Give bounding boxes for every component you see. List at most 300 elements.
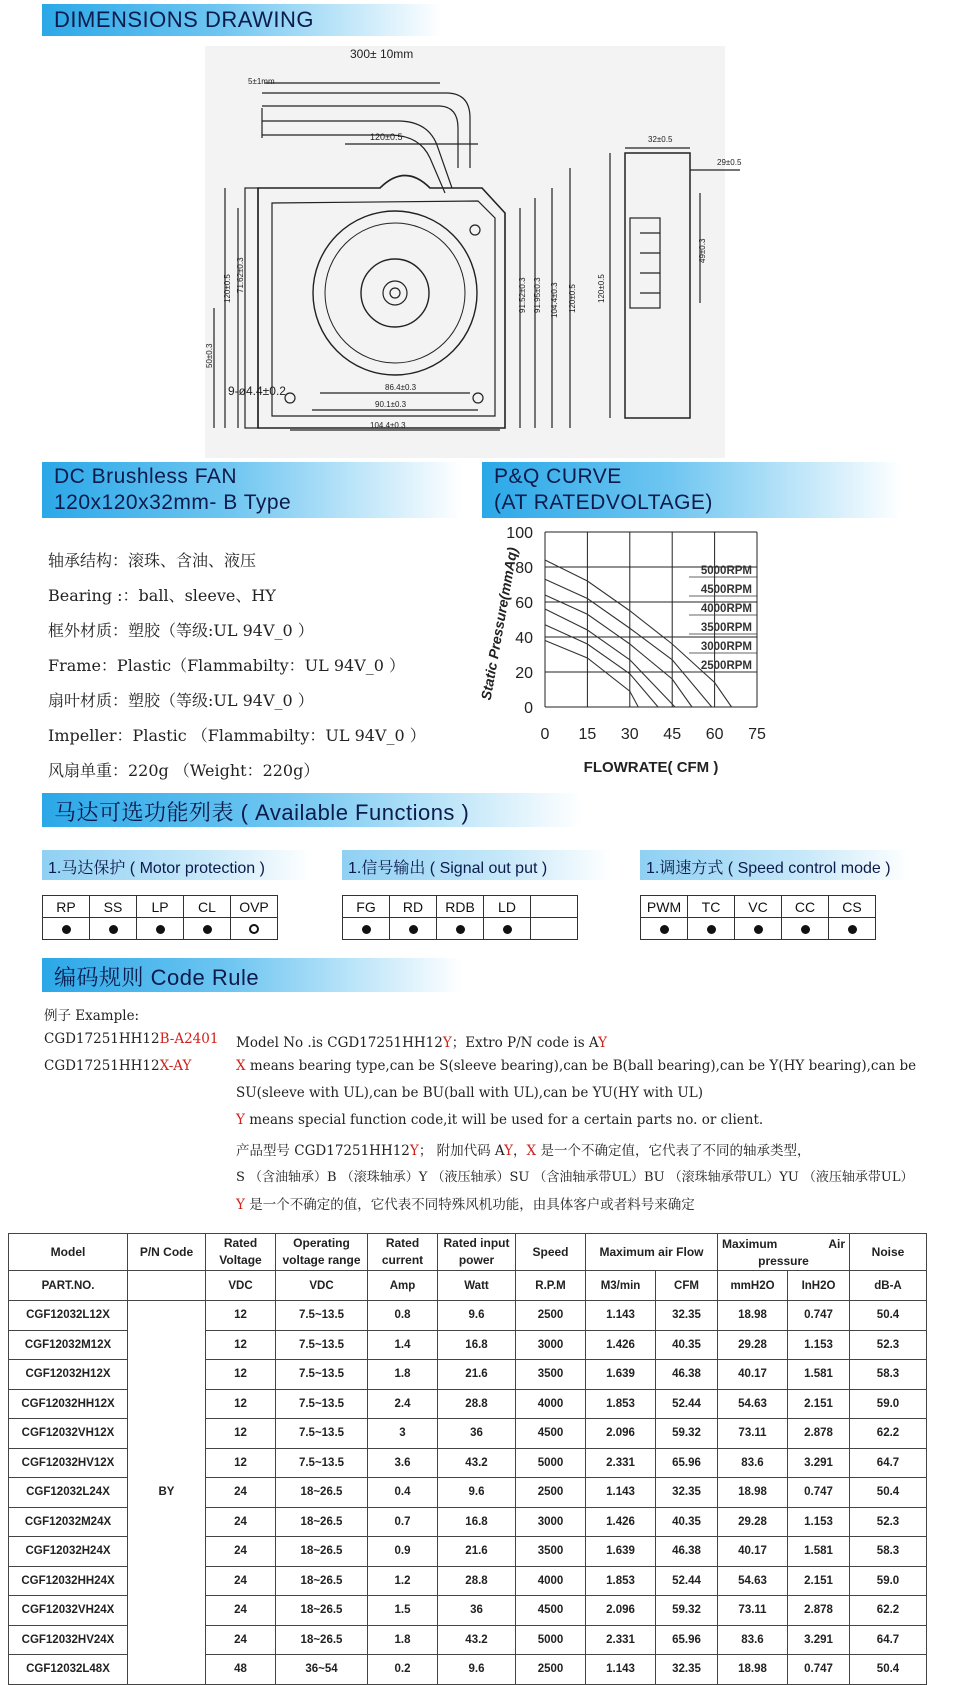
function-col-header: CS	[829, 896, 876, 918]
rule-line-1	[236, 1031, 607, 1051]
th-noise: Noise	[850, 1234, 927, 1271]
function-col-header: RD	[390, 896, 437, 918]
value-cell: 7.5~13.5	[276, 1330, 368, 1360]
th-pressure-c: pressure	[758, 1254, 809, 1268]
example-1-base: CGD17251HH12	[44, 1031, 160, 1047]
pq-line2: (AT RATEDVOLTAGE)	[494, 491, 713, 514]
value-cell: 18.98	[718, 1478, 788, 1508]
value-cell: 83.6	[718, 1625, 788, 1655]
value-cell: 2.151	[788, 1389, 850, 1419]
example-2	[44, 1058, 191, 1074]
value-cell: 54.63	[718, 1566, 788, 1596]
function-mark-cell	[782, 918, 829, 940]
dim-d7: 120±0.5	[568, 284, 577, 313]
function-col-header: VC	[735, 896, 782, 918]
value-cell: 3.291	[788, 1448, 850, 1478]
rule-5a: 产品型号 CGD17251HH12	[236, 1143, 410, 1159]
value-cell: 12	[206, 1330, 276, 1360]
code-rule-header	[42, 958, 462, 992]
rule-1b: Y	[442, 1035, 452, 1051]
value-cell: 7.5~13.5	[276, 1448, 368, 1478]
rule-4b: means special function code,it will be used for a certain parts no. or client.	[244, 1112, 764, 1128]
rule-line-6: S （含油轴承）B （滚珠轴承）Y （液压轴承）SU （含油轴承带UL）BU （滚珠轴承带UL）YU （液压轴承带UL）	[236, 1170, 914, 1185]
value-cell: 18~26.5	[276, 1625, 368, 1655]
value-cell: 7.5~13.5	[276, 1301, 368, 1331]
value-cell: 5000	[516, 1625, 586, 1655]
spec-impeller-cn: 扇叶材质：塑胶（等级:UL 94V_0 ）	[48, 691, 314, 710]
value-cell: 64.7	[850, 1625, 927, 1655]
dim-d3: 50±0.3	[205, 343, 214, 368]
value-cell: 18~26.5	[276, 1507, 368, 1537]
th-model: Model	[9, 1234, 128, 1271]
function-group-title-0	[42, 850, 312, 880]
dim-b1: 86.4±0.3	[385, 383, 417, 392]
rule-1a: Model No .is CGD17251HH12	[236, 1035, 443, 1051]
function-mark-cell	[231, 918, 278, 940]
value-cell: 36	[438, 1596, 516, 1626]
pq-curve-chart	[477, 520, 820, 795]
unit-cell: mmH2O	[718, 1271, 788, 1301]
rule-2a: X	[236, 1058, 246, 1074]
value-cell: 62.2	[850, 1419, 927, 1449]
value-cell: 1.2	[368, 1566, 438, 1596]
model-cell: CGF12032H24X	[9, 1537, 128, 1567]
function-group-title-1	[342, 850, 612, 880]
value-cell: 83.6	[718, 1448, 788, 1478]
function-mark-cell	[641, 918, 688, 940]
value-cell: 2.878	[788, 1419, 850, 1449]
filled-dot-icon	[456, 925, 465, 934]
y-tick-label: 100	[506, 525, 533, 542]
value-cell: 28.8	[438, 1566, 516, 1596]
value-cell: 1.153	[788, 1330, 850, 1360]
functions-header	[42, 793, 582, 827]
value-cell: 24	[206, 1537, 276, 1567]
value-cell: 29.28	[718, 1507, 788, 1537]
dim-d2: 71.62±0.3	[236, 257, 245, 293]
dim-s1: 32±0.5	[648, 135, 673, 144]
spec-bearing-cn: 轴承结构：滚珠、含油、液压	[48, 551, 257, 570]
value-cell: 3.6	[368, 1448, 438, 1478]
value-cell: 36	[438, 1419, 516, 1449]
value-cell: 9.6	[438, 1655, 516, 1685]
function-col-header: PWM	[641, 896, 688, 918]
pq-curve-header	[482, 462, 902, 518]
dimensions-drawing	[0, 38, 960, 458]
value-cell: 4500	[516, 1419, 586, 1449]
rule-1c: ；Extro P/N code is A	[451, 1035, 599, 1051]
function-mark-cell	[484, 918, 531, 940]
value-cell: 4000	[516, 1566, 586, 1596]
value-cell: 46.38	[656, 1537, 718, 1567]
function-mark-cell	[437, 918, 484, 940]
value-cell: 24	[206, 1478, 276, 1508]
function-col-header: RDB	[437, 896, 484, 918]
th-range: Operating voltage range	[276, 1234, 368, 1271]
value-cell: 3500	[516, 1360, 586, 1390]
dimensions-title: DIMENSIONS DRAWING	[54, 7, 314, 32]
function-group-title-2	[640, 850, 910, 880]
value-cell: 12	[206, 1448, 276, 1478]
spec-frame-en: Frame：Plastic（Flammabilty：UL 94V_0 ）	[48, 656, 406, 675]
model-cell: CGF12032HH12X	[9, 1389, 128, 1419]
y-tick-label: 80	[515, 560, 533, 577]
value-cell: 24	[206, 1625, 276, 1655]
series-label: 2500RPM	[700, 660, 752, 672]
dim-holes: 9-ø4.4±0.2	[228, 384, 286, 398]
model-cell: CGF12032L48X	[9, 1655, 128, 1685]
value-cell: 24	[206, 1566, 276, 1596]
value-cell: 12	[206, 1301, 276, 1331]
unit-cell: dB-A	[850, 1271, 927, 1301]
function-mark-cell	[184, 918, 231, 940]
model-cell: CGF12032HV24X	[9, 1625, 128, 1655]
value-cell: 0.7	[368, 1507, 438, 1537]
value-cell: 59.0	[850, 1566, 927, 1596]
x-tick-label: 30	[620, 726, 639, 743]
value-cell: 2.331	[586, 1625, 656, 1655]
dim-d1: 120±0.5	[223, 274, 232, 303]
model-cell: CGF12032HH24X	[9, 1566, 128, 1596]
value-cell: 12	[206, 1360, 276, 1390]
code-rule-title: 编码规则 Code Rule	[54, 965, 260, 990]
model-cell: CGF12032L12X	[9, 1301, 128, 1331]
value-cell: 18.98	[718, 1655, 788, 1685]
model-cell: CGF12032HV12X	[9, 1448, 128, 1478]
filled-dot-icon	[660, 925, 669, 934]
function-col-header: CC	[782, 896, 829, 918]
value-cell: 24	[206, 1507, 276, 1537]
value-cell: 3000	[516, 1330, 586, 1360]
dim-s2: 29±0.5	[717, 158, 742, 167]
y-tick-label: 40	[515, 630, 533, 647]
function-col-header: FG	[343, 896, 390, 918]
rule-5e: ，	[513, 1143, 527, 1159]
function-table-1	[342, 895, 578, 940]
function-mark-cell	[829, 918, 876, 940]
value-cell: 58.3	[850, 1537, 927, 1567]
rule-7a: Y	[236, 1197, 245, 1213]
filled-dot-icon	[409, 925, 418, 934]
value-cell: 0.747	[788, 1478, 850, 1508]
dim-width-top: 120±0.5	[370, 132, 403, 142]
value-cell: 43.2	[438, 1625, 516, 1655]
function-mark-cell	[390, 918, 437, 940]
model-cell: CGF12032L24X	[9, 1478, 128, 1508]
rule-5b: Y	[409, 1143, 419, 1159]
pq-line1: P&Q CURVE	[494, 465, 622, 488]
th-pressure-a: Maximum	[722, 1237, 778, 1251]
value-cell: 29.28	[718, 1330, 788, 1360]
filled-dot-icon	[754, 925, 763, 934]
function-col-header	[531, 896, 578, 918]
value-cell: 50.4	[850, 1655, 927, 1685]
series-label: 5000RPM	[700, 565, 752, 577]
filled-dot-icon	[503, 925, 512, 934]
y-tick-label: 0	[524, 700, 533, 717]
filled-dot-icon	[801, 925, 810, 934]
function-mark-cell	[735, 918, 782, 940]
value-cell: 1.581	[788, 1537, 850, 1567]
th-speed: Speed	[516, 1234, 586, 1271]
unit-cell: R.P.M	[516, 1271, 586, 1301]
value-cell: 64.7	[850, 1448, 927, 1478]
value-cell: 1.853	[586, 1389, 656, 1419]
value-cell: 40.35	[656, 1330, 718, 1360]
value-cell: 4500	[516, 1596, 586, 1626]
table-units-row	[9, 1271, 927, 1301]
dim-d5: 91.95±0.3	[533, 277, 542, 313]
value-cell: 50.4	[850, 1301, 927, 1331]
value-cell: 18~26.5	[276, 1537, 368, 1567]
model-cell: CGF12032M12X	[9, 1330, 128, 1360]
value-cell: 1.143	[586, 1301, 656, 1331]
series-label: 4000RPM	[700, 603, 752, 615]
function-col-header: LP	[137, 896, 184, 918]
value-cell: 18~26.5	[276, 1478, 368, 1508]
rule-line-2	[236, 1058, 916, 1074]
filled-dot-icon	[62, 925, 71, 934]
value-cell: 52.3	[850, 1507, 927, 1537]
unit-cell: VDC	[206, 1271, 276, 1301]
function-mark-cell	[43, 918, 90, 940]
value-cell: 73.11	[718, 1419, 788, 1449]
value-cell: 2.331	[586, 1448, 656, 1478]
unit-cell: PART.NO.	[9, 1271, 128, 1301]
spec-weight: 风扇单重：220g （Weight：220g）	[48, 761, 320, 780]
rule-5c: ； 附加代码 A	[418, 1143, 505, 1159]
value-cell: 1.581	[788, 1360, 850, 1390]
value-cell: 5000	[516, 1448, 586, 1478]
function-col-header: OVP	[231, 896, 278, 918]
unit-cell: Watt	[438, 1271, 516, 1301]
th-voltage: Rated Voltage	[206, 1234, 276, 1271]
value-cell: 4000	[516, 1389, 586, 1419]
x-tick-label: 15	[578, 726, 597, 743]
value-cell: 0.9	[368, 1537, 438, 1567]
model-cell: CGF12032VH12X	[9, 1419, 128, 1449]
value-cell: 36~54	[276, 1655, 368, 1685]
model-cell: CGF12032VH24X	[9, 1596, 128, 1626]
series-label: 3500RPM	[700, 622, 752, 634]
value-cell: 32.35	[656, 1655, 718, 1685]
series-line-4000RPM	[545, 595, 692, 707]
value-cell: 0.4	[368, 1478, 438, 1508]
table-header-row	[9, 1234, 927, 1271]
value-cell: 21.6	[438, 1360, 516, 1390]
y-tick-label: 20	[515, 665, 533, 682]
value-cell: 7.5~13.5	[276, 1360, 368, 1390]
value-cell: 1.143	[586, 1655, 656, 1685]
functions-title: 马达可选功能列表 ( Available Functions )	[54, 800, 470, 825]
value-cell: 24	[206, 1596, 276, 1626]
value-cell: 2.151	[788, 1566, 850, 1596]
value-cell: 58.3	[850, 1360, 927, 1390]
value-cell: 0.2	[368, 1655, 438, 1685]
rule-line-5	[236, 1139, 810, 1159]
value-cell: 52.44	[656, 1389, 718, 1419]
function-table-0	[42, 895, 278, 940]
value-cell: 28.8	[438, 1389, 516, 1419]
fan-type-header	[42, 462, 462, 518]
value-cell: 73.11	[718, 1596, 788, 1626]
value-cell: 1.5	[368, 1596, 438, 1626]
function-mark-cell	[137, 918, 184, 940]
value-cell: 46.38	[656, 1360, 718, 1390]
value-cell: 65.96	[656, 1625, 718, 1655]
rule-4a: Y	[236, 1112, 245, 1128]
value-cell: 1.153	[788, 1507, 850, 1537]
y-tick-label: 60	[515, 595, 533, 612]
function-mark-cell	[343, 918, 390, 940]
example-label: 例子 Example:	[44, 1008, 140, 1024]
rule-line-4	[236, 1112, 763, 1128]
value-cell: 9.6	[438, 1478, 516, 1508]
function-mark-cell	[688, 918, 735, 940]
th-pressure-b: Air	[828, 1237, 845, 1251]
filled-dot-icon	[203, 925, 212, 934]
spec-impeller-en: Impeller：Plastic （Flammabilty：UL 94V_0 ）	[48, 726, 426, 745]
model-cell: CGF12032M24X	[9, 1507, 128, 1537]
value-cell: 1.8	[368, 1625, 438, 1655]
spec-frame-cn: 框外材质：塑胶（等级:UL 94V_0 ）	[48, 621, 314, 640]
value-cell: 32.35	[656, 1478, 718, 1508]
value-cell: 0.747	[788, 1301, 850, 1331]
function-col-header: CL	[184, 896, 231, 918]
th-pn: P/N Code	[128, 1234, 206, 1271]
dim-cable: 300± 10mm	[350, 47, 414, 61]
dim-d4: 91.52±0.3	[518, 277, 527, 313]
example-2-suffix: X-AY	[159, 1058, 192, 1074]
value-cell: 9.6	[438, 1301, 516, 1331]
table-row	[9, 1301, 927, 1331]
unit-cell: M3/min	[586, 1271, 656, 1301]
unit-cell: VDC	[276, 1271, 368, 1301]
value-cell: 18~26.5	[276, 1596, 368, 1626]
pn-code-cell: BY	[128, 1301, 206, 1685]
filled-dot-icon	[848, 925, 857, 934]
value-cell: 2500	[516, 1655, 586, 1685]
fan-type-line1: DC Brushless FAN	[54, 465, 238, 488]
dimensions-header	[42, 4, 442, 36]
series-line-3500RPM	[545, 609, 675, 707]
rule-line-3: SU(sleeve with UL),can be BU(ball with UL),can be YU(HY with UL)	[236, 1085, 704, 1101]
function-group-label: 1.信号输出 ( Signal out put )	[348, 860, 548, 877]
value-cell: 1.8	[368, 1360, 438, 1390]
value-cell: 1.426	[586, 1330, 656, 1360]
rule-5f: X	[526, 1143, 537, 1159]
series-line-2500RPM	[545, 641, 638, 708]
filled-dot-icon	[109, 925, 118, 934]
filled-dot-icon	[156, 925, 165, 934]
value-cell: 2500	[516, 1301, 586, 1331]
dim-b3: 104.4±0.3	[370, 421, 406, 430]
th-pressure	[718, 1234, 850, 1271]
value-cell: 18~26.5	[276, 1566, 368, 1596]
value-cell: 12	[206, 1389, 276, 1419]
value-cell: 59.0	[850, 1389, 927, 1419]
function-col-header: LD	[484, 896, 531, 918]
value-cell: 12	[206, 1419, 276, 1449]
spec-bearing-en: Bearing :：ball、sleeve、HY	[48, 586, 276, 605]
value-cell: 50.4	[850, 1478, 927, 1508]
model-cell: CGF12032H12X	[9, 1360, 128, 1390]
rule-7b: 是一个不确定的值，它代表不同特殊风机功能，由具体客户或者料号来确定	[244, 1197, 695, 1213]
value-cell: 54.63	[718, 1389, 788, 1419]
x-tick-label: 0	[540, 726, 550, 743]
value-cell: 2500	[516, 1478, 586, 1508]
y-axis-label: Static Pressure(mmAq)	[477, 546, 521, 702]
value-cell: 1.639	[586, 1537, 656, 1567]
value-cell: 40.35	[656, 1507, 718, 1537]
unit-cell: CFM	[656, 1271, 718, 1301]
th-power: Rated input power	[438, 1234, 516, 1271]
value-cell: 21.6	[438, 1537, 516, 1567]
function-mark-cell	[90, 918, 137, 940]
value-cell: 65.96	[656, 1448, 718, 1478]
value-cell: 32.35	[656, 1301, 718, 1331]
value-cell: 3000	[516, 1507, 586, 1537]
x-tick-label: 60	[705, 726, 724, 743]
value-cell: 1.853	[586, 1566, 656, 1596]
value-cell: 48	[206, 1655, 276, 1685]
unit-cell: Amp	[368, 1271, 438, 1301]
dim-b2: 90.1±0.3	[375, 400, 407, 409]
dim-strip: 5±1mm	[248, 77, 275, 86]
value-cell: 3500	[516, 1537, 586, 1567]
hollow-dot-icon	[249, 924, 259, 934]
filled-dot-icon	[362, 925, 371, 934]
x-axis-label: FLOWRATE( CFM )	[583, 759, 719, 776]
function-group-label: 1.马达保护 ( Motor protection )	[48, 860, 265, 877]
function-mark-cell	[531, 918, 578, 940]
dim-s4: 120±0.5	[597, 274, 606, 303]
unit-cell: InH2O	[788, 1271, 850, 1301]
function-col-header: SS	[90, 896, 137, 918]
value-cell: 2.4	[368, 1389, 438, 1419]
value-cell: 3.291	[788, 1625, 850, 1655]
function-group-label: 1.调速方式 ( Speed control mode )	[646, 860, 891, 877]
value-cell: 40.17	[718, 1360, 788, 1390]
example-1-suffix: B-A2401	[159, 1031, 219, 1047]
value-cell: 16.8	[438, 1330, 516, 1360]
unit-cell-blank	[128, 1271, 206, 1301]
value-cell: 59.32	[656, 1596, 718, 1626]
series-label: 4500RPM	[700, 584, 752, 596]
value-cell: 18.98	[718, 1301, 788, 1331]
value-cell: 0.747	[788, 1655, 850, 1685]
value-cell: 3	[368, 1419, 438, 1449]
value-cell: 40.17	[718, 1537, 788, 1567]
value-cell: 52.3	[850, 1330, 927, 1360]
spec-table	[8, 1233, 927, 1685]
value-cell: 7.5~13.5	[276, 1419, 368, 1449]
function-col-header: TC	[688, 896, 735, 918]
value-cell: 1.426	[586, 1507, 656, 1537]
value-cell: 1.4	[368, 1330, 438, 1360]
value-cell: 2.096	[586, 1596, 656, 1626]
value-cell: 62.2	[850, 1596, 927, 1626]
x-tick-label: 45	[663, 726, 682, 743]
rule-5g: 是一个不确定值，它代表了不同的轴承类型，	[536, 1143, 811, 1159]
filled-dot-icon	[707, 925, 716, 934]
th-current: Rated current	[368, 1234, 438, 1271]
value-cell: 2.096	[586, 1419, 656, 1449]
dim-s3: 49±0.3	[698, 238, 707, 263]
rule-5d: Y	[504, 1143, 514, 1159]
value-cell: 1.639	[586, 1360, 656, 1390]
value-cell: 43.2	[438, 1448, 516, 1478]
